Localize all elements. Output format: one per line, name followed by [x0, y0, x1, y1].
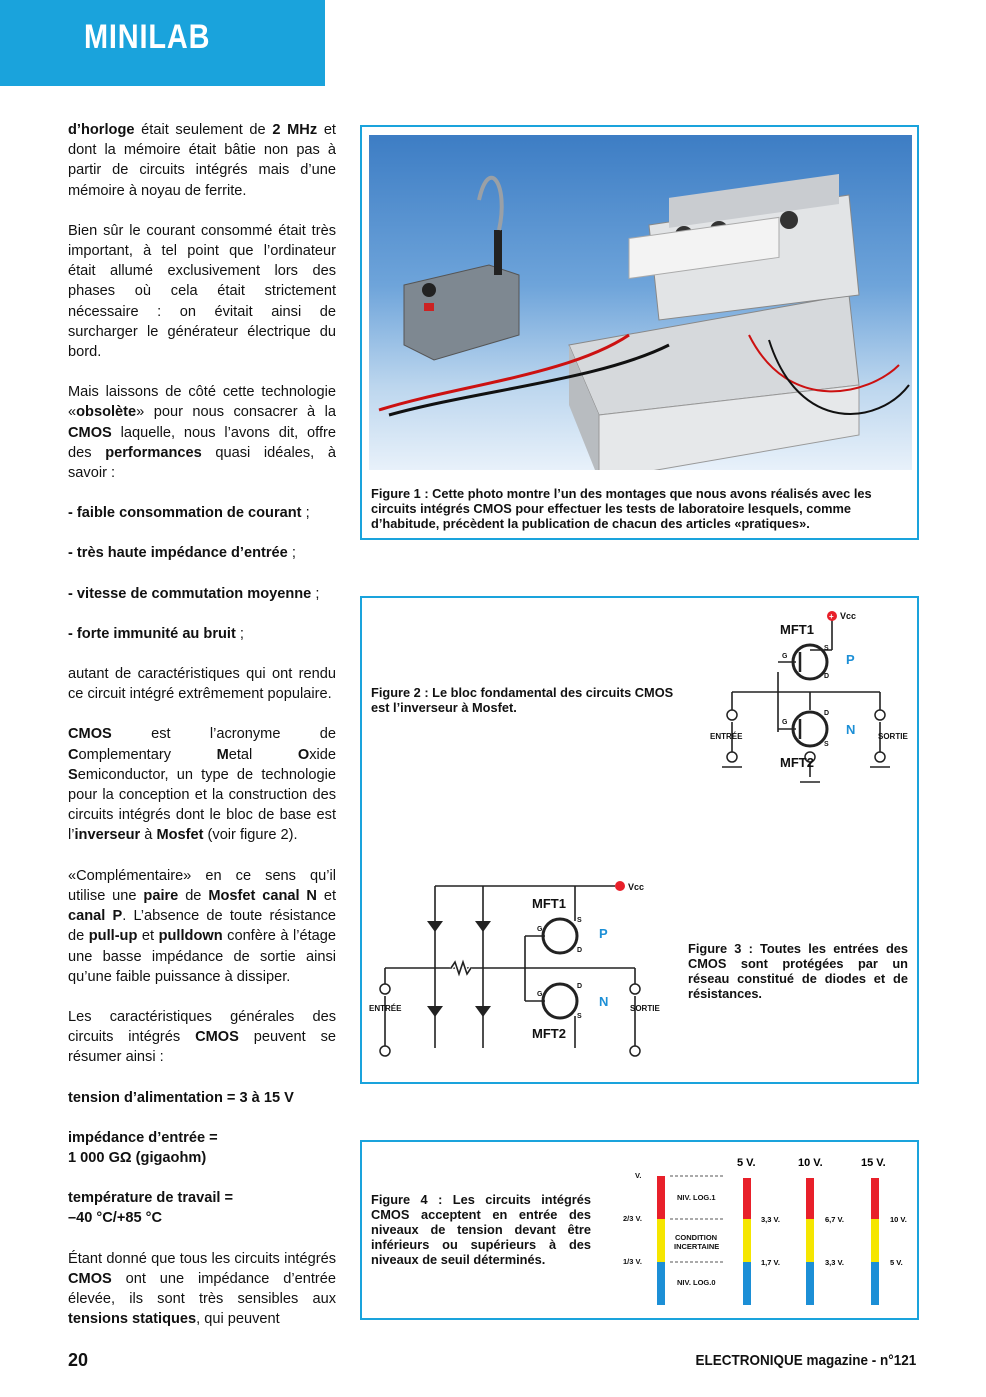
list-item: - faible consommation de courant ; [68, 505, 310, 522]
figure-3-protection-schematic [365, 876, 665, 1071]
lab-equipment-photo [369, 135, 912, 470]
svg-text:6,7 V.: 6,7 V. [825, 1215, 844, 1224]
input-terminal-icon [380, 984, 390, 994]
svg-text:SORTIE: SORTIE [878, 732, 908, 741]
svg-text:ENTRÉE: ENTRÉE [369, 1004, 402, 1013]
svg-text:5 V.: 5 V. [890, 1258, 903, 1267]
svg-text:10 V.: 10 V. [890, 1215, 907, 1224]
svg-text:N: N [846, 722, 856, 737]
svg-text:INCERTAINE: INCERTAINE [674, 1242, 720, 1251]
level-column-10v [798, 1157, 844, 1305]
svg-text:G: G [537, 926, 543, 933]
svg-text:3,3 V.: 3,3 V. [825, 1258, 844, 1267]
output-terminal-icon [875, 710, 885, 720]
paragraph: Les caractéristiques générales des circuits intégrés CMOS peuvent se résumer ainsi : [68, 1008, 336, 1066]
svg-text:MFT1: MFT1 [532, 896, 566, 911]
svg-text:S: S [824, 645, 829, 652]
spec-line: impédance d’entrée = 1 000 GΩ (gigaohm) [68, 1129, 218, 1166]
output-terminal-icon [630, 984, 640, 994]
figure-2-inverter-schematic [700, 602, 915, 792]
section-title: MINILAB [84, 18, 211, 56]
diode-icon [427, 921, 443, 932]
svg-text:SORTIE: SORTIE [630, 1004, 660, 1013]
paragraph: Bien sûr le courant consommé était très important, à tel point que l’ordinateur était allumé exclusivement lors des phases où cela était strictement nécessaire : on évitait ainsi de surcharger le générateur électrique du bord. [68, 222, 336, 361]
paragraph: autant de caractéristiques qui ont rendu ce circuit intégré extrêmement populaire. [68, 666, 336, 703]
svg-text:N: N [599, 994, 609, 1009]
svg-text:1/3 V.: 1/3 V. [623, 1257, 642, 1266]
ground-icon [727, 752, 737, 762]
svg-text:S: S [577, 1013, 582, 1020]
svg-text:1,7 V.: 1,7 V. [761, 1258, 780, 1267]
diode-icon [475, 921, 491, 932]
svg-text:Vcc: Vcc [628, 882, 645, 892]
body-column [68, 120, 336, 1349]
ground-icon [380, 1046, 390, 1056]
svg-text:MFT1: MFT1 [780, 622, 814, 637]
paragraph: Mais laissons de côté cette technologie «obsolète» pour nous consacrer à la CMOS laquelle, nous l’avons dit, offre des performances quasi idéales, à savoir : [68, 384, 336, 482]
spec-line: tension d’alimentation = 3 à 15 V [68, 1089, 294, 1106]
svg-text:2/3 V.: 2/3 V. [623, 1214, 642, 1223]
svg-text:10 V.: 10 V. [798, 1157, 823, 1169]
svg-text:CONDITION: CONDITION [675, 1233, 718, 1242]
svg-text:P: P [599, 926, 608, 941]
svg-text:D: D [824, 710, 830, 717]
svg-text:D: D [577, 983, 583, 990]
section-header [0, 0, 325, 86]
svg-text:G: G [537, 991, 543, 998]
svg-text:5 V.: 5 V. [737, 1157, 756, 1169]
list-item: - très haute impédance d’entrée ; [68, 545, 296, 562]
magazine-name: ELECTRONIQUE magazine - n°121 [695, 1352, 916, 1369]
svg-text:V.: V. [635, 1171, 642, 1180]
svg-text:G: G [782, 653, 788, 660]
figure-3-caption: Figure 3 : Toutes les entrées des CMOS sont protégées par un réseau constitué de diodes et de résistances. [688, 941, 908, 1001]
svg-text:NIV. LOG.1: NIV. LOG.1 [677, 1193, 716, 1202]
paragraph: CMOS est l’acronyme de Complementary Metal Oxide Semiconductor, un type de technologie pour la conception et la construction des circuits intégrés dont le bloc de base est l’inverseur à Mosfet (voir figure 2). [68, 726, 336, 844]
svg-text:P: P [846, 652, 855, 667]
level-column-5v [737, 1157, 780, 1305]
paragraph: Étant donné que tous les circuits intégrés CMOS ont une impédance d’entrée élevée, ils sont très sensibles aux tensions statiques, qui peuvent [68, 1250, 336, 1328]
svg-text:S: S [824, 741, 829, 748]
svg-text:MFT2: MFT2 [780, 755, 814, 770]
diode-icon [427, 1006, 443, 1017]
svg-text:+: + [829, 612, 834, 621]
figure-2-caption: Figure 2 : Le bloc fondamental des circuits CMOS est l’inverseur à Mosfet. [371, 685, 674, 715]
figure-4-caption: Figure 4 : Les circuits intégrés CMOS acceptent en entrée des niveaux de tension devant être inférieurs ou supérieurs à des niveaux de seuil déterminés. [371, 1192, 591, 1267]
svg-text:G: G [782, 719, 788, 726]
paragraph: d’horloge était seulement de 2 MHz et dont la mémoire était bâtie non pas à partir de circuits intégrés mais d’une mémoire à noyau de ferrite. [68, 122, 336, 199]
svg-text:S: S [577, 917, 582, 924]
svg-text:3,3 V.: 3,3 V. [761, 1215, 780, 1224]
spec-line: température de travail = –40 °C/+85 °C [68, 1190, 234, 1227]
list-item: - vitesse de commutation moyenne ; [68, 585, 320, 602]
figure-4-logic-levels [615, 1150, 915, 1315]
svg-text:MFT2: MFT2 [532, 1026, 566, 1041]
ground-icon [875, 752, 885, 762]
paragraph: «Complémentaire» en ce sens qu’il utilise une paire de Mosfet canal N et canal P. L’absence de toute résistance de pull-up et pulldown confère à l’étage une basse impédance de sortie ainsi qu’une faible puissance à dissiper. [68, 867, 337, 985]
input-terminal-icon [727, 710, 737, 720]
diode-icon [475, 1006, 491, 1017]
svg-text:Vcc: Vcc [840, 611, 857, 621]
svg-text:15 V.: 15 V. [861, 1157, 886, 1169]
level-column-15v [861, 1157, 907, 1305]
svg-text:ENTRÉE: ENTRÉE [710, 732, 743, 741]
figure-1-caption: Figure 1 : Cette photo montre l’un des montages que nous avons réalisés avec les circuits intégrés CMOS pour effectuer les tests de laboratoire lesquels, comme d’habitude, précèdent la publication de chacun des articles «pratiques». [371, 486, 872, 531]
page-number: 20 [68, 1350, 89, 1370]
list-item: - forte immunité au bruit ; [68, 625, 244, 642]
vcc-terminal-icon [615, 881, 625, 891]
ground-icon [630, 1046, 640, 1056]
svg-text:D: D [577, 947, 583, 954]
svg-text:D: D [824, 673, 830, 680]
svg-text:NIV. LOG.0: NIV. LOG.0 [677, 1278, 716, 1287]
